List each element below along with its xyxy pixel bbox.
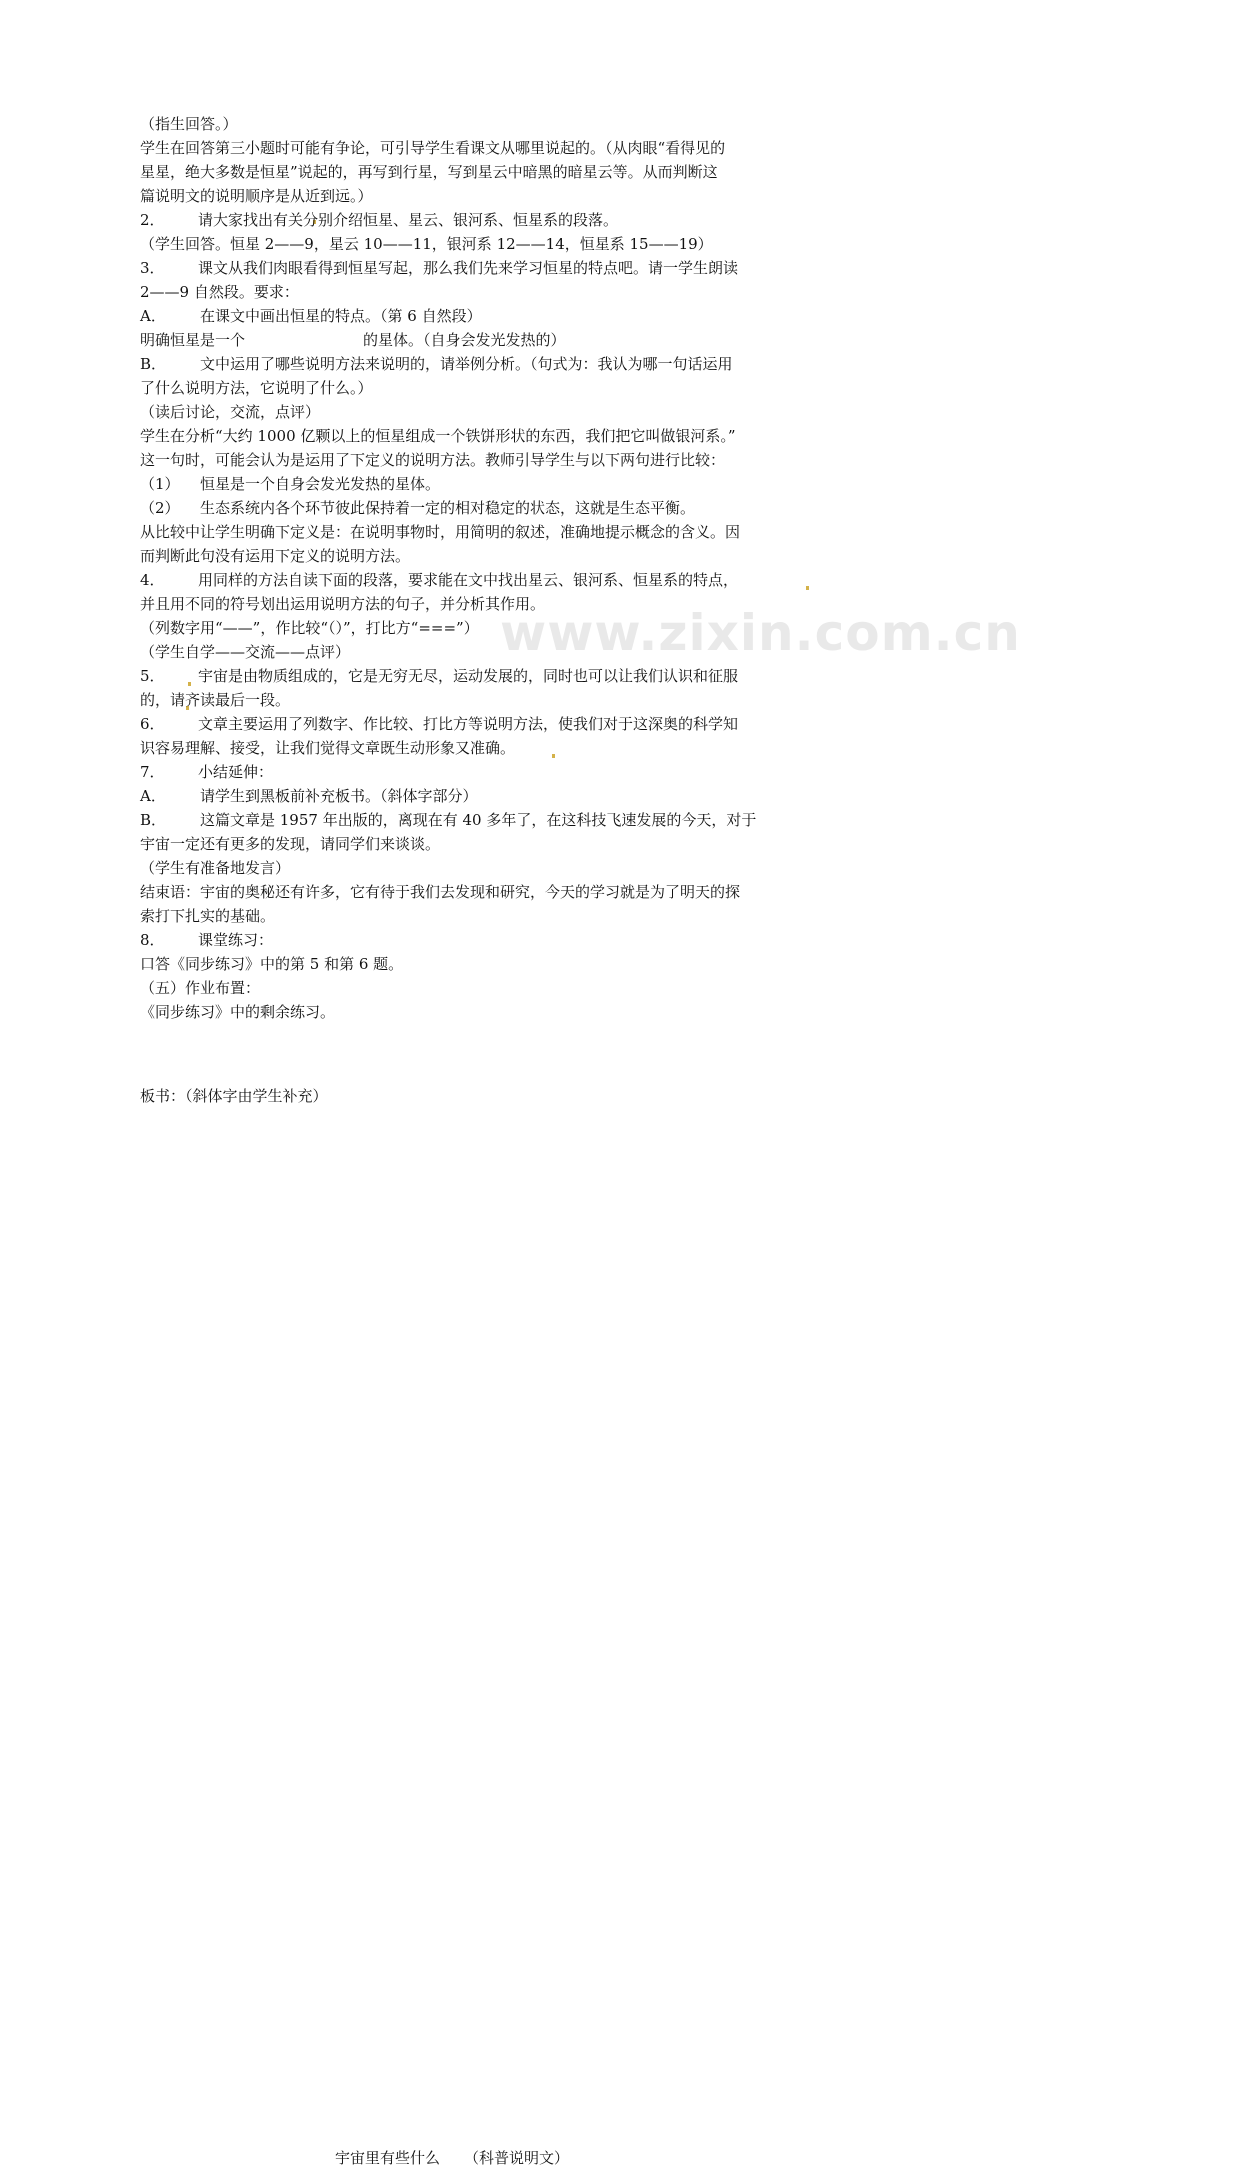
blank-prefix: 明确恒星是一个 — [140, 331, 246, 349]
board-note: 板书：（斜体字由学生补充） — [140, 1087, 328, 1105]
item-number: A． — [140, 787, 166, 805]
item-text: 小结延伸： — [198, 763, 274, 781]
item-number: 8． — [140, 931, 165, 949]
text-line: 而判断此句没有运用下定义的说明方法。 — [140, 547, 411, 565]
spacer — [140, 1024, 790, 1084]
item-text: 文中运用了哪些说明方法来说明的，请举例分析。（句式为：我认为哪一句话运用 — [200, 355, 733, 373]
item-text: 在课文中画出恒星的特点。（第 6 自然段） — [200, 307, 482, 325]
list-item-6 — [140, 712, 790, 736]
item-number: B． — [140, 811, 167, 829]
item-number: 5． — [140, 667, 165, 685]
item-number: A． — [140, 307, 166, 325]
text-line: 从比较中让学生明确下定义是：在说明事物时，用简明的叙述，准确地提示概念的含义。因 — [140, 523, 741, 541]
list-item-4 — [140, 568, 790, 592]
text-line: 《同步练习》中的剩余练习。 — [140, 1003, 336, 1021]
text-line: 的，请齐读最后一段。 — [140, 691, 291, 709]
text-line: 结束语：宇宙的奥秘还有许多，它有待于我们去发现和研究，今天的学习就是为了明天的探 — [140, 883, 741, 901]
text-line: （学生自学——交流——点评） — [140, 643, 351, 661]
document-body — [140, 112, 790, 1108]
item-number: （1） — [140, 475, 180, 493]
text-line: 篇说明文的说明顺序是从近到远。） — [140, 187, 373, 205]
item-text: 宇宙是由物质组成的，它是无穷无尽，运动发展的，同时也可以让我们认识和征服 — [198, 667, 739, 685]
item-number: 2． — [140, 211, 165, 229]
text-line: 索打下扎实的基础。 — [140, 907, 276, 925]
item-number: 3． — [140, 259, 165, 277]
item-number: 7． — [140, 763, 165, 781]
text-line: 学生在分析“大约 1000 亿颗以上的恒星组成一个铁饼形状的东西，我们把它叫做银河系。” — [140, 427, 736, 445]
text-line: 口答《同步练习》中的第 5 和第 6 题。 — [140, 955, 404, 973]
item-text: 生态系统内各个环节彼此保持着一定的相对稳定的状态，这就是生态平衡。 — [200, 499, 696, 517]
item-text: 课堂练习： — [198, 931, 274, 949]
text-line: （指生回答。） — [140, 115, 238, 133]
text-line: （列数字用“——”，作比较“（）”，打比方“===”） — [140, 619, 479, 637]
text-line: （学生回答。恒星 2——9，星云 10——11，银河系 12——14，恒星系 15——19） — [140, 235, 713, 253]
item-text: 文章主要运用了列数字、作比较、打比方等说明方法，使我们对于这深奥的科学知 — [198, 715, 739, 733]
list-item-b — [140, 352, 790, 376]
item-text: 用同样的方法自读下面的段落，要求能在文中找出星云、银河系、恒星系的特点， — [198, 571, 739, 589]
item-text: 请大家找出有关分别介绍恒星、星云、银河系、恒星系的段落。 — [198, 211, 619, 229]
list-item-a — [140, 304, 790, 328]
item-text: 恒星是一个自身会发光发热的星体。 — [200, 475, 441, 493]
item-number: （2） — [140, 499, 180, 517]
text-line: （读后讨论，交流，点评） — [140, 403, 321, 421]
list-item-7a — [140, 784, 790, 808]
item-number: B． — [140, 355, 167, 373]
text-line: 宇宙一定还有更多的发现，请同学们来谈谈。 — [140, 835, 441, 853]
text-line: 这一句时，可能会认为是运用了下定义的说明方法。教师引导学生与以下两句进行比较： — [140, 451, 726, 469]
text-line: 星星，绝大多数是恒星”说起的，再写到行星，写到星云中暗黑的暗星云等。从而判断这 — [140, 163, 718, 181]
text-line: （学生有准备地发言） — [140, 859, 291, 877]
list-item-7 — [140, 760, 790, 784]
text-line: 识容易理解、接受，让我们觉得文章既生动形象又准确。 — [140, 739, 516, 757]
board-title-line — [335, 2146, 1255, 2170]
list-item-8 — [140, 928, 790, 952]
item-text: 这篇文章是 1957 年出版的，离现在有 40 多年了，在这科技飞速发展的今天，对于 — [200, 811, 757, 829]
text-line: 了什么说明方法，它说明了什么。） — [140, 379, 373, 397]
text-line: 并且用不同的符号划出运用说明方法的句子，并分析其作用。 — [140, 595, 546, 613]
list-item-7b — [140, 808, 790, 832]
item-number: 6． — [140, 715, 165, 733]
text-line: 2——9 自然段。要求： — [140, 283, 299, 301]
compare-item-2 — [140, 496, 790, 520]
item-number: 4． — [140, 571, 165, 589]
text-line: 学生在回答第三小题时可能有争论，可引导学生看课文从哪里说起的。（从肉眼“看得见的 — [140, 139, 726, 157]
list-item-2 — [140, 208, 790, 232]
list-item-3 — [140, 256, 790, 280]
item-text: 请学生到黑板前补充板书。（斜体字部分） — [200, 787, 478, 805]
board-subtitle: （科普说明文） — [464, 2149, 570, 2167]
blank-suffix: 的星体。（自身会发光发热的） — [363, 331, 566, 349]
list-item-5 — [140, 664, 790, 688]
section-heading: （五）作业布置： — [140, 979, 261, 997]
compare-item-1 — [140, 472, 790, 496]
fill-blank-line — [140, 328, 790, 352]
watermark: www.zixin.com.cn — [500, 604, 1021, 662]
board-title: 宇宙里有些什么 — [335, 2149, 441, 2167]
decorative-dot — [806, 586, 809, 590]
item-text: 课文从我们肉眼看得到恒星写起，那么我们先来学习恒星的特点吧。请一学生朗读 — [198, 259, 739, 277]
